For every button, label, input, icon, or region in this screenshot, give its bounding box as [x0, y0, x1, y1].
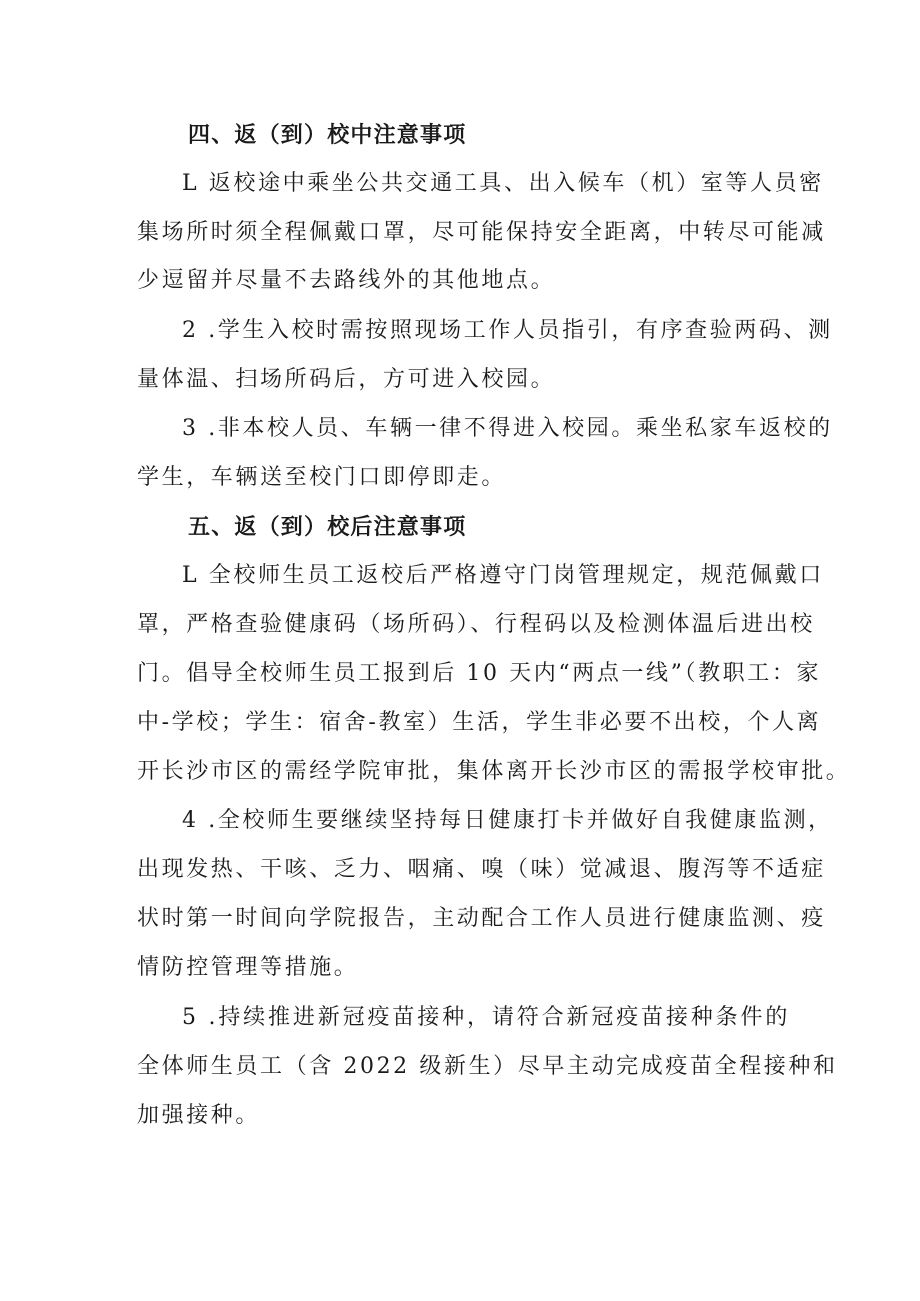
section-5-item-5-line-2: 全体师生员工（含 2022 级新生）尽早主动完成疫苗全程接种和 — [137, 1054, 838, 1079]
section-4-item-3-line-2: 学生，车辆送至校门口即停即走。 — [137, 465, 507, 490]
section-4-item-2-line-2: 量体温、扫场所码后，方可进入校园。 — [137, 367, 556, 392]
section-5-item-5-line-1: 5 .持续推进新冠疫苗接种，请符合新冠疫苗接种条件的 — [182, 1005, 790, 1030]
section-5-item-4-line-2: 出现发热、干咳、乏力、咽痛、嗅（味）觉减退、腹泻等不适症 — [137, 857, 826, 882]
section-4-item-1-line-1: L 返校途中乘坐公共交通工具、出入候车（机）室等人员密 — [182, 171, 824, 196]
section-5-item-4-line-1: 4 .全校师生要继续坚持每日健康打卡并做好自我健康监测， — [182, 808, 833, 833]
section-4-item-3-line-1: 3 .非本校人员、车辆一律不得进入校园。乘坐私家车返校的 — [182, 416, 833, 441]
section-4-item-2-line-1: 2 .学生入校时需按照现场工作人员指引，有序查验两码、测 — [182, 318, 833, 343]
section-4-item-1-line-2: 集场所时须全程佩戴口罩，尽可能保持安全距离，中转尽可能减 — [137, 220, 826, 245]
section-5-item-1-line-2: 罩，严格查验健康码（场所码）、行程码以及检测体温后进出校 — [137, 612, 815, 637]
section-5-heading: 五、返（到）校后注意事项 — [188, 515, 467, 540]
section-5-item-1-line-4: 中-学校；学生：宿舍-教室）生活，学生非必要不出校，个人离 — [137, 710, 822, 735]
section-5-item-4-line-4: 情防控管理等措施。 — [137, 955, 359, 980]
section-5-item-5-line-3: 加强接种。 — [137, 1103, 261, 1128]
section-4-item-1-line-3: 少逗留并尽量不去路线外的其他地点。 — [137, 268, 556, 293]
section-5-item-4-line-3: 状时第一时间向学院报告，主动配合工作人员进行健康监测、疫 — [137, 906, 826, 931]
section-5-item-1-line-3: 门。倡导全校师生员工报到后 10 天内“两点一线”（教职工：家 — [137, 661, 822, 686]
section-5-item-1-line-1: L 全校师生员工返校后严格遵守门岗管理规定，规范佩戴口 — [182, 563, 824, 588]
section-5-item-1-line-5: 开长沙市区的需经学院审批，集体离开长沙市区的需报学校审批。 — [137, 759, 851, 784]
section-4-heading: 四、返（到）校中注意事项 — [188, 123, 467, 148]
